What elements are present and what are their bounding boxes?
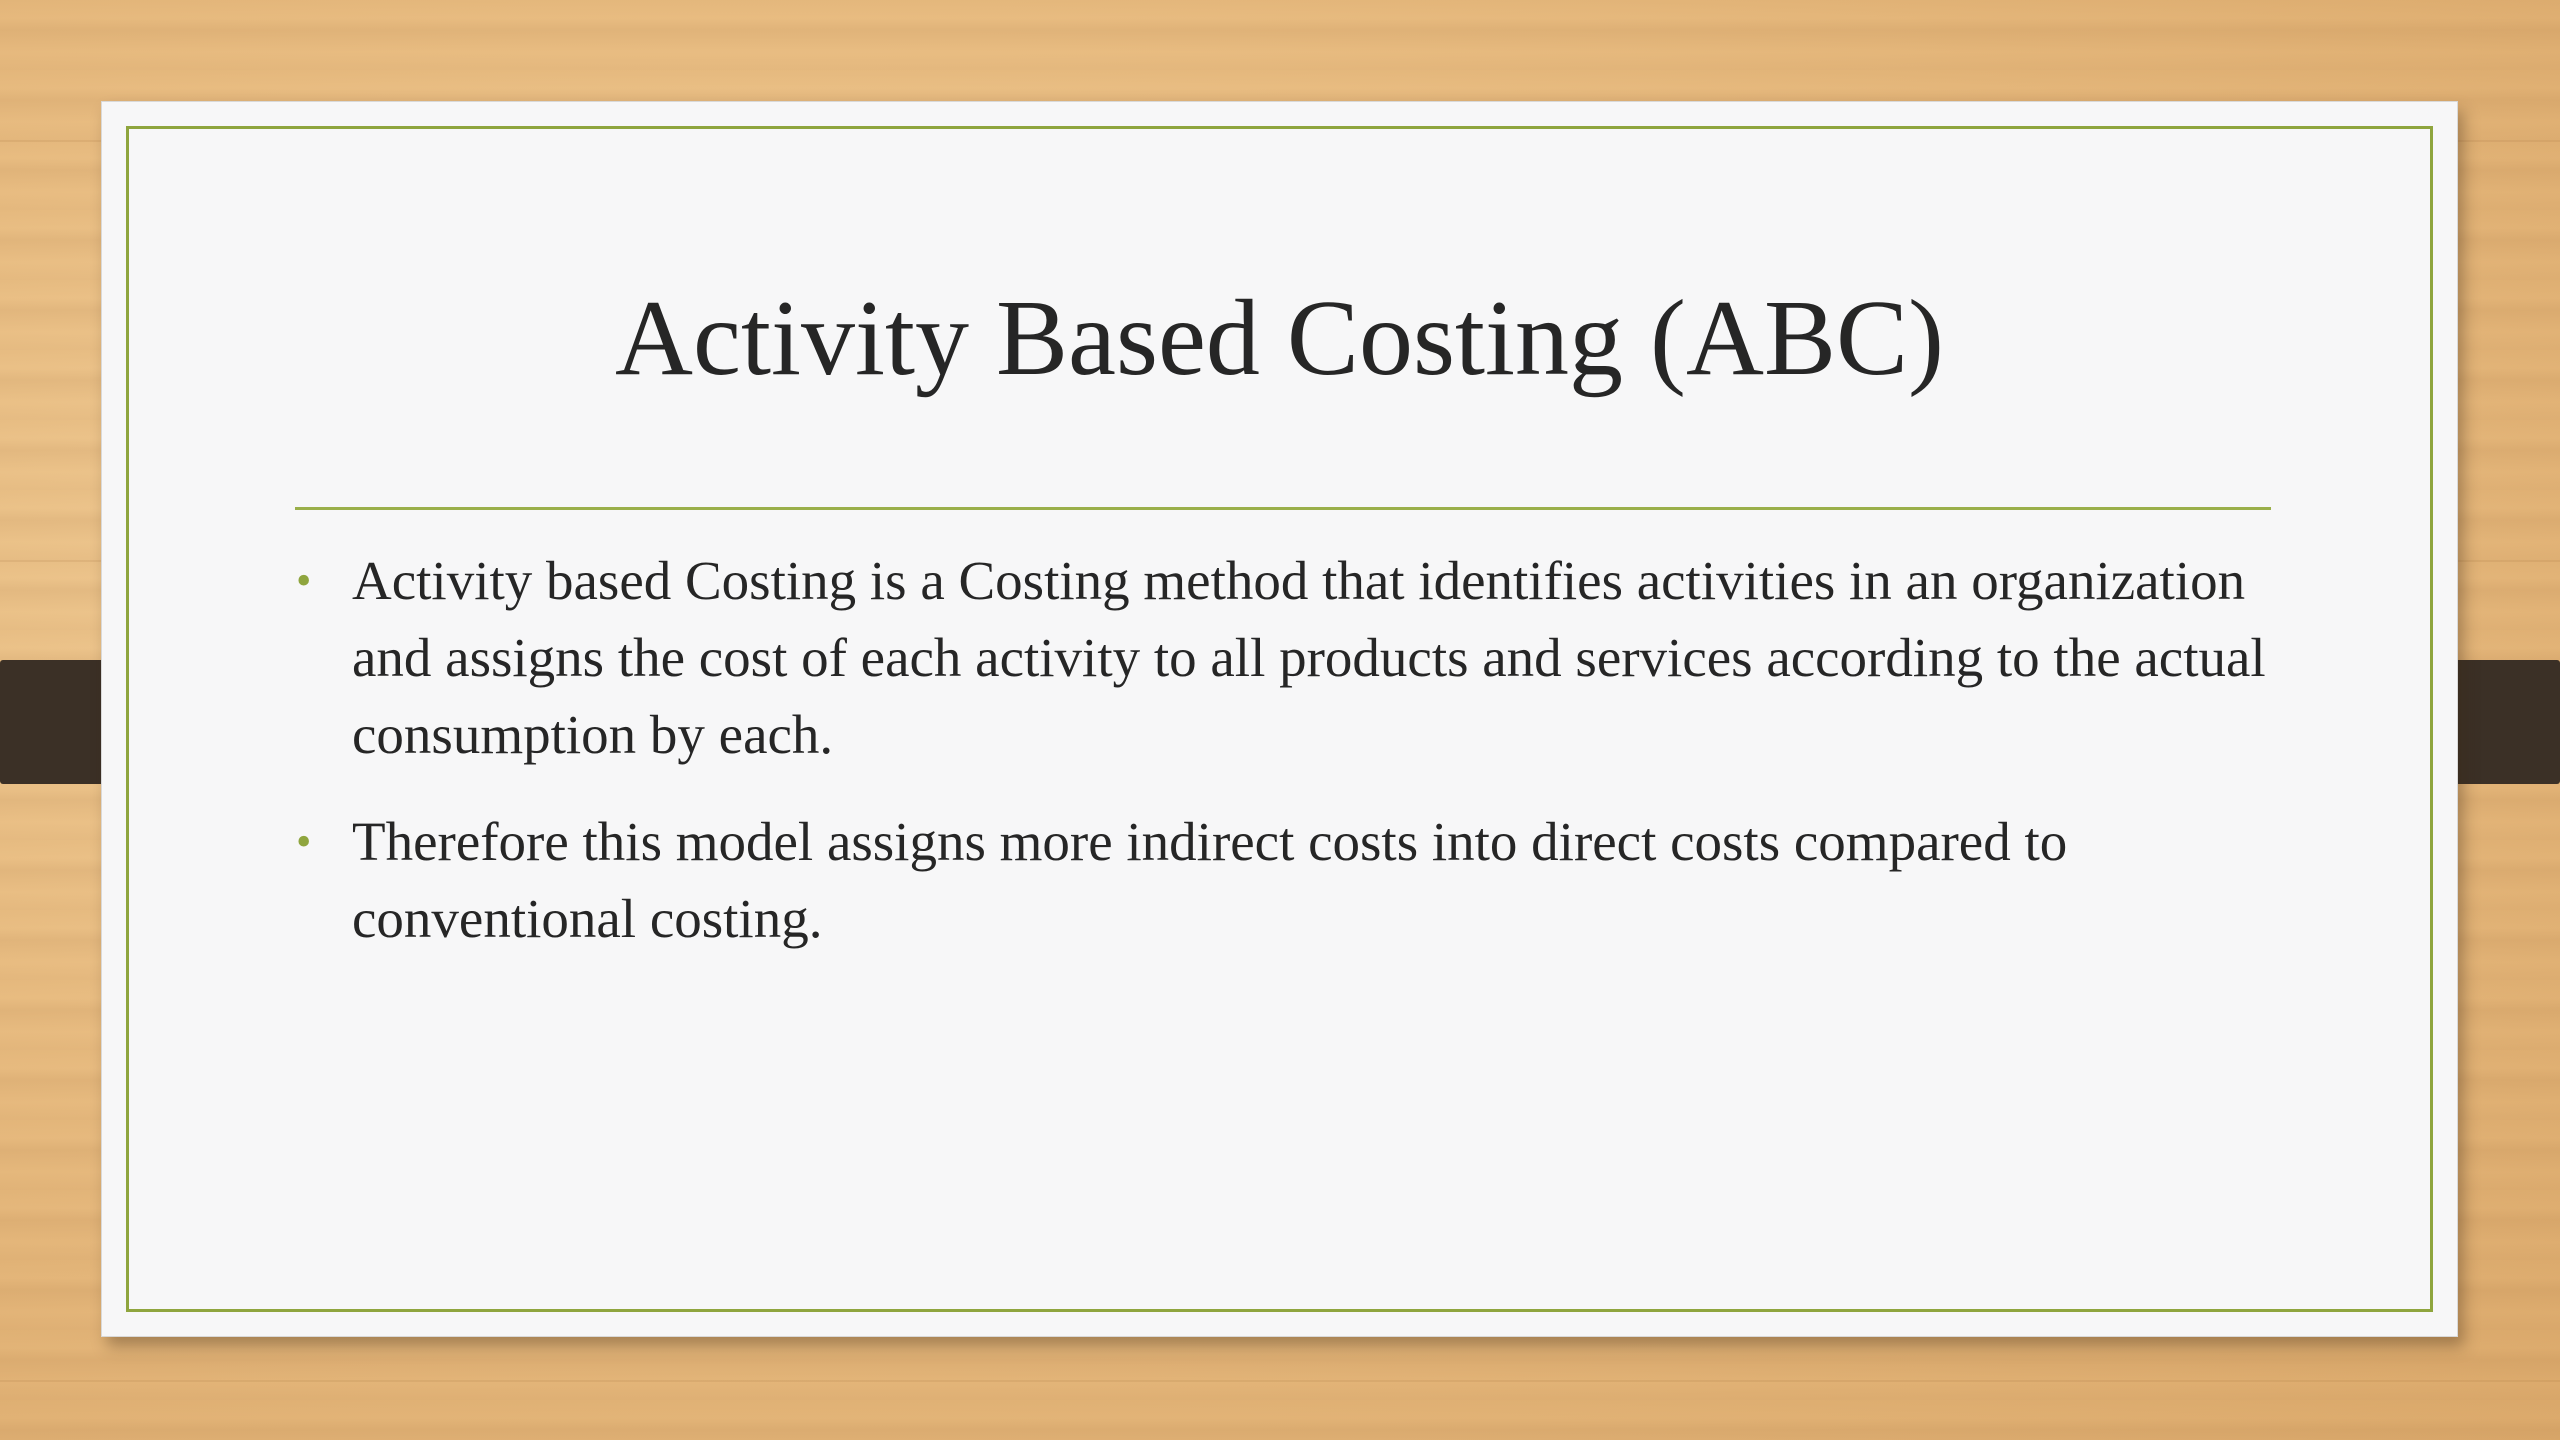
bullet-icon: • bbox=[296, 556, 312, 605]
bullet-text: Therefore this model assigns more indirect costs into direct costs compared to conventional costing. bbox=[352, 811, 2068, 949]
bullet-item bbox=[292, 803, 2292, 957]
bullet-item bbox=[292, 542, 2292, 773]
bullet-list bbox=[292, 542, 2292, 987]
bullet-icon: • bbox=[296, 817, 312, 866]
slide-card bbox=[101, 101, 2458, 1337]
bullet-text: Activity based Costing is a Costing method that identifies activities in an organization and assigns the cost of each activity to all products and services according to the actual consumption by each. bbox=[352, 550, 2266, 765]
slide-title: Activity Based Costing (ABC) bbox=[615, 279, 1944, 398]
wood-grain bbox=[0, 1380, 2560, 1382]
title-divider bbox=[295, 507, 2271, 510]
